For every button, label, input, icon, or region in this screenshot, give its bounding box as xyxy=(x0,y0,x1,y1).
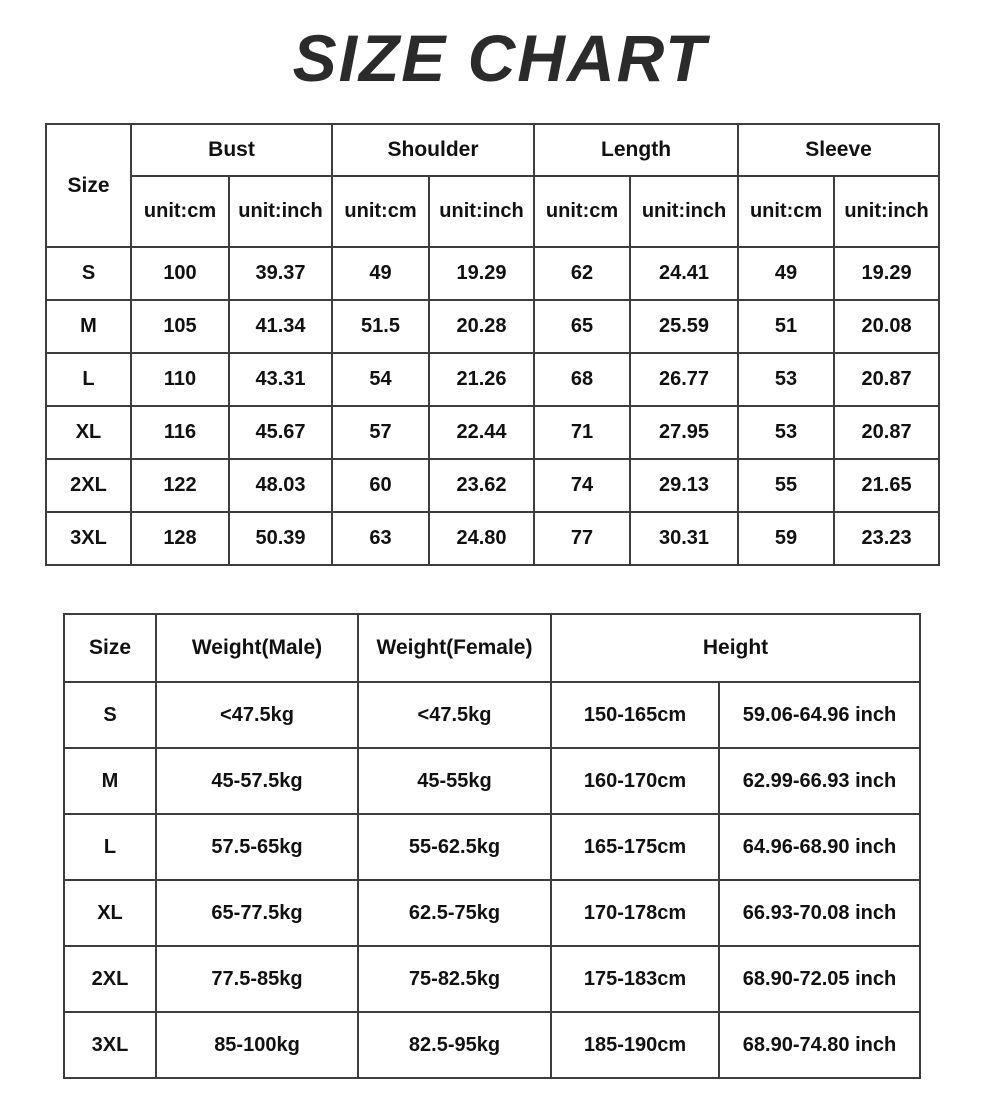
body-row-m xyxy=(64,748,920,814)
measurement-cell: 77 xyxy=(534,512,630,565)
page-title: SIZE CHART xyxy=(292,21,708,95)
measurement-cell: 48.03 xyxy=(229,459,332,512)
height-cm-cell: 160-170cm xyxy=(551,748,719,814)
size-corner-header: Size xyxy=(46,124,131,247)
height-inch-cell: 59.06-64.96 inch xyxy=(719,682,920,748)
body-row-l xyxy=(64,814,920,880)
measurement-cell: 41.34 xyxy=(229,300,332,353)
measurement-cell: 20.87 xyxy=(834,353,939,406)
measurement-cell: 110 xyxy=(131,353,229,406)
measurement-unit-header-row xyxy=(46,176,939,247)
weight-female-cell: 45-55kg xyxy=(358,748,551,814)
body-header-weight-female: Weight(Female) xyxy=(358,614,551,682)
measurement-cell: 20.87 xyxy=(834,406,939,459)
measurement-row-s xyxy=(46,247,939,300)
measurement-cell: 22.44 xyxy=(429,406,534,459)
height-inch-cell: 62.99-66.93 inch xyxy=(719,748,920,814)
unit-header: unit:inch xyxy=(834,176,939,247)
measurement-cell: 30.31 xyxy=(630,512,738,565)
measurement-cell: 24.80 xyxy=(429,512,534,565)
body-row-2xl xyxy=(64,946,920,1012)
body-metrics-table xyxy=(63,613,921,1079)
row-size-label: L xyxy=(46,353,131,406)
measurement-cell: 116 xyxy=(131,406,229,459)
group-header-shoulder: Shoulder xyxy=(332,124,534,176)
group-header-bust: Bust xyxy=(131,124,332,176)
height-inch-cell: 68.90-74.80 inch xyxy=(719,1012,920,1078)
body-header-row xyxy=(64,614,920,682)
measurement-cell: 50.39 xyxy=(229,512,332,565)
unit-header: unit:cm xyxy=(131,176,229,247)
measurement-cell: 100 xyxy=(131,247,229,300)
measurement-cell: 23.23 xyxy=(834,512,939,565)
weight-male-cell: 45-57.5kg xyxy=(156,748,358,814)
row-size-label: 2XL xyxy=(64,946,156,1012)
weight-female-cell: 55-62.5kg xyxy=(358,814,551,880)
row-size-label: S xyxy=(46,247,131,300)
row-size-label: L xyxy=(64,814,156,880)
measurement-cell: 71 xyxy=(534,406,630,459)
measurement-cell: 74 xyxy=(534,459,630,512)
measurement-cell: 26.77 xyxy=(630,353,738,406)
measurement-cell: 68 xyxy=(534,353,630,406)
body-row-xl xyxy=(64,880,920,946)
unit-header: unit:cm xyxy=(332,176,429,247)
group-header-length: Length xyxy=(534,124,738,176)
measurement-cell: 65 xyxy=(534,300,630,353)
measurement-row-xl xyxy=(46,406,939,459)
weight-male-cell: 57.5-65kg xyxy=(156,814,358,880)
unit-header: unit:inch xyxy=(630,176,738,247)
weight-male-cell: 65-77.5kg xyxy=(156,880,358,946)
body-header-weight-male: Weight(Male) xyxy=(156,614,358,682)
measurement-cell: 63 xyxy=(332,512,429,565)
measurement-cell: 21.65 xyxy=(834,459,939,512)
measurement-cell: 49 xyxy=(738,247,834,300)
row-size-label: XL xyxy=(46,406,131,459)
height-cm-cell: 165-175cm xyxy=(551,814,719,880)
body-header-size: Size xyxy=(64,614,156,682)
measurement-cell: 45.67 xyxy=(229,406,332,459)
measurement-table xyxy=(45,123,940,566)
measurement-cell: 105 xyxy=(131,300,229,353)
measurement-cell: 19.29 xyxy=(429,247,534,300)
measurement-cell: 53 xyxy=(738,353,834,406)
measurement-group-header-row xyxy=(46,124,939,176)
weight-male-cell: <47.5kg xyxy=(156,682,358,748)
measurement-cell: 25.59 xyxy=(630,300,738,353)
measurement-cell: 57 xyxy=(332,406,429,459)
group-header-sleeve: Sleeve xyxy=(738,124,939,176)
row-size-label: S xyxy=(64,682,156,748)
height-inch-cell: 64.96-68.90 inch xyxy=(719,814,920,880)
row-size-label: 3XL xyxy=(46,512,131,565)
weight-male-cell: 77.5-85kg xyxy=(156,946,358,1012)
measurement-cell: 19.29 xyxy=(834,247,939,300)
weight-female-cell: <47.5kg xyxy=(358,682,551,748)
measurement-cell: 54 xyxy=(332,353,429,406)
measurement-cell: 128 xyxy=(131,512,229,565)
height-inch-cell: 68.90-72.05 inch xyxy=(719,946,920,1012)
height-inch-cell: 66.93-70.08 inch xyxy=(719,880,920,946)
measurement-cell: 55 xyxy=(738,459,834,512)
weight-female-cell: 82.5-95kg xyxy=(358,1012,551,1078)
height-cm-cell: 185-190cm xyxy=(551,1012,719,1078)
measurement-cell: 39.37 xyxy=(229,247,332,300)
measurement-cell: 23.62 xyxy=(429,459,534,512)
weight-female-cell: 75-82.5kg xyxy=(358,946,551,1012)
measurement-cell: 62 xyxy=(534,247,630,300)
unit-header: unit:inch xyxy=(229,176,332,247)
measurement-cell: 60 xyxy=(332,459,429,512)
body-row-3xl xyxy=(64,1012,920,1078)
height-cm-cell: 150-165cm xyxy=(551,682,719,748)
measurement-cell: 43.31 xyxy=(229,353,332,406)
measurement-cell: 21.26 xyxy=(429,353,534,406)
unit-header: unit:inch xyxy=(429,176,534,247)
measurement-cell: 24.41 xyxy=(630,247,738,300)
measurement-row-3xl xyxy=(46,512,939,565)
row-size-label: M xyxy=(64,748,156,814)
row-size-label: M xyxy=(46,300,131,353)
measurement-row-l xyxy=(46,353,939,406)
unit-header: unit:cm xyxy=(738,176,834,247)
measurement-cell: 20.08 xyxy=(834,300,939,353)
measurement-cell: 122 xyxy=(131,459,229,512)
measurement-cell: 51 xyxy=(738,300,834,353)
row-size-label: XL xyxy=(64,880,156,946)
measurement-cell: 59 xyxy=(738,512,834,565)
body-header-height: Height xyxy=(551,614,920,682)
measurement-cell: 49 xyxy=(332,247,429,300)
unit-header: unit:cm xyxy=(534,176,630,247)
height-cm-cell: 170-178cm xyxy=(551,880,719,946)
row-size-label: 2XL xyxy=(46,459,131,512)
height-cm-cell: 175-183cm xyxy=(551,946,719,1012)
body-row-s xyxy=(64,682,920,748)
measurement-row-m xyxy=(46,300,939,353)
measurement-row-2xl xyxy=(46,459,939,512)
measurement-cell: 27.95 xyxy=(630,406,738,459)
measurement-cell: 53 xyxy=(738,406,834,459)
row-size-label: 3XL xyxy=(64,1012,156,1078)
measurement-cell: 29.13 xyxy=(630,459,738,512)
measurement-cell: 20.28 xyxy=(429,300,534,353)
weight-female-cell: 62.5-75kg xyxy=(358,880,551,946)
weight-male-cell: 85-100kg xyxy=(156,1012,358,1078)
measurement-cell: 51.5 xyxy=(332,300,429,353)
